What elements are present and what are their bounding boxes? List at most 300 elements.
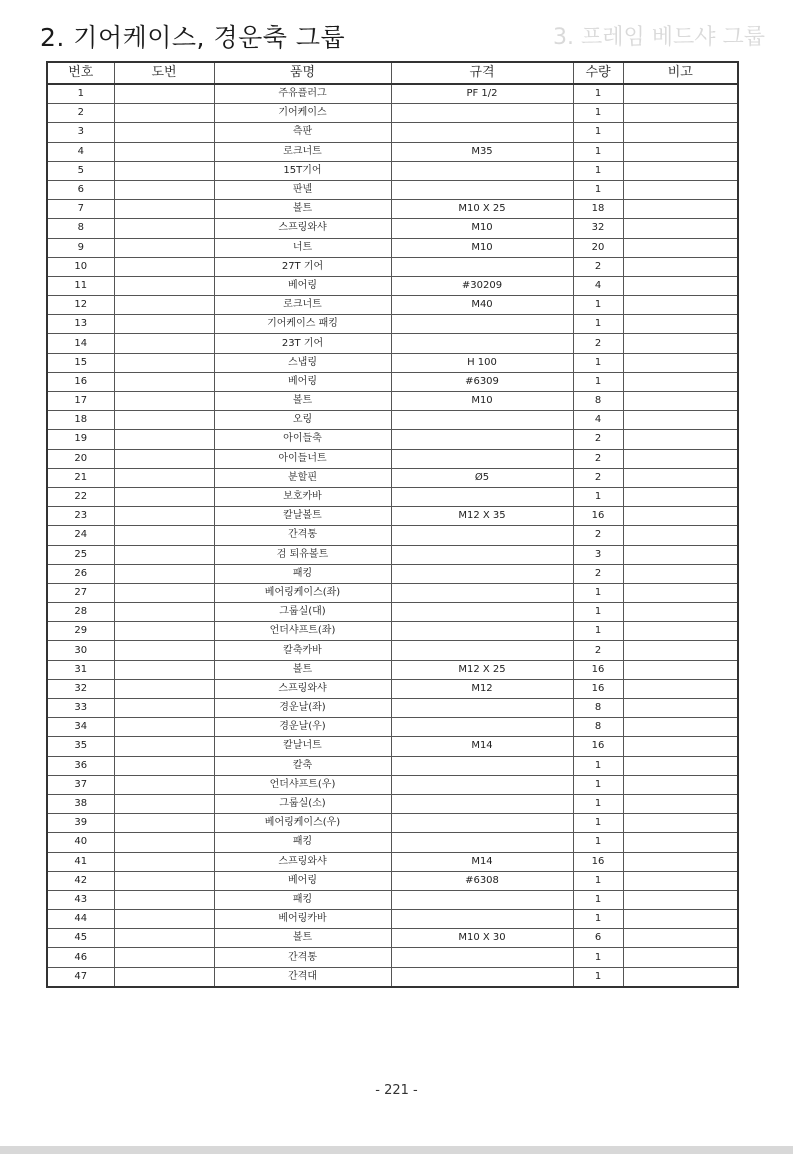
cell-drawing-number	[114, 219, 214, 238]
cell-part-name: 보호카바	[214, 487, 391, 506]
cell-quantity: 16	[573, 507, 623, 526]
cell-drawing-number	[114, 583, 214, 602]
table-row	[47, 392, 738, 411]
cell-quantity: 32	[573, 219, 623, 238]
cell-specification: M14	[391, 852, 573, 871]
table-row	[47, 852, 738, 871]
cell-number: 33	[47, 699, 114, 718]
table-row	[47, 507, 738, 526]
cell-quantity: 4	[573, 276, 623, 295]
cell-part-name: 그룹실(소)	[214, 794, 391, 813]
table-row	[47, 123, 738, 142]
table-row	[47, 564, 738, 583]
cell-drawing-number	[114, 315, 214, 334]
cell-drawing-number	[114, 276, 214, 295]
cell-drawing-number	[114, 545, 214, 564]
cell-drawing-number	[114, 200, 214, 219]
cell-remarks	[623, 526, 738, 545]
table-row	[47, 238, 738, 257]
table-row	[47, 296, 738, 315]
table-row	[47, 718, 738, 737]
cell-drawing-number	[114, 718, 214, 737]
cell-part-name: 볼트	[214, 200, 391, 219]
header-specification: 규격	[391, 62, 573, 84]
cell-part-name: 오링	[214, 411, 391, 430]
cell-specification	[391, 814, 573, 833]
cell-number: 9	[47, 238, 114, 257]
cell-drawing-number	[114, 257, 214, 276]
table-row	[47, 430, 738, 449]
cell-part-name: 너트	[214, 238, 391, 257]
table-row	[47, 890, 738, 909]
cell-quantity: 16	[573, 852, 623, 871]
parts-table	[46, 61, 739, 988]
cell-number: 22	[47, 487, 114, 506]
cell-specification	[391, 967, 573, 987]
cell-number: 44	[47, 910, 114, 929]
cell-specification	[391, 699, 573, 718]
cell-quantity: 8	[573, 699, 623, 718]
cell-drawing-number	[114, 967, 214, 987]
table-row	[47, 756, 738, 775]
cell-quantity: 6	[573, 929, 623, 948]
cell-drawing-number	[114, 411, 214, 430]
table-row	[47, 833, 738, 852]
table-row	[47, 84, 738, 104]
cell-drawing-number	[114, 353, 214, 372]
cell-number: 5	[47, 161, 114, 180]
cell-remarks	[623, 219, 738, 238]
cell-specification: #30209	[391, 276, 573, 295]
cell-drawing-number	[114, 507, 214, 526]
cell-specification	[391, 583, 573, 602]
cell-part-name: 패킹	[214, 890, 391, 909]
cell-part-name: 스프링와샤	[214, 852, 391, 871]
cell-remarks	[623, 564, 738, 583]
cell-drawing-number	[114, 814, 214, 833]
cell-drawing-number	[114, 852, 214, 871]
cell-specification: Ø5	[391, 468, 573, 487]
cell-remarks	[623, 507, 738, 526]
cell-specification: M10	[391, 392, 573, 411]
cell-part-name: 스프링와샤	[214, 679, 391, 698]
scan-bottom-edge	[0, 1146, 793, 1154]
cell-quantity: 1	[573, 487, 623, 506]
cell-part-name: 스프링와샤	[214, 219, 391, 238]
cell-part-name: 스냅링	[214, 353, 391, 372]
cell-specification	[391, 718, 573, 737]
cell-specification: M10	[391, 238, 573, 257]
table-row	[47, 449, 738, 468]
table-row	[47, 161, 738, 180]
cell-number: 19	[47, 430, 114, 449]
cell-drawing-number	[114, 737, 214, 756]
cell-specification	[391, 948, 573, 967]
cell-specification: M10 X 30	[391, 929, 573, 948]
cell-drawing-number	[114, 468, 214, 487]
cell-number: 34	[47, 718, 114, 737]
cell-number: 35	[47, 737, 114, 756]
cell-number: 38	[47, 794, 114, 813]
cell-number: 16	[47, 372, 114, 391]
cell-part-name: 주유플러그	[214, 84, 391, 104]
table-row	[47, 276, 738, 295]
cell-remarks	[623, 929, 738, 948]
table-row	[47, 641, 738, 660]
cell-quantity: 3	[573, 545, 623, 564]
cell-specification: PF 1/2	[391, 84, 573, 104]
table-row	[47, 910, 738, 929]
cell-quantity: 20	[573, 238, 623, 257]
cell-quantity: 1	[573, 948, 623, 967]
cell-specification	[391, 526, 573, 545]
cell-drawing-number	[114, 948, 214, 967]
cell-specification: M10 X 25	[391, 200, 573, 219]
cell-quantity: 18	[573, 200, 623, 219]
cell-number: 41	[47, 852, 114, 871]
cell-drawing-number	[114, 449, 214, 468]
cell-quantity: 2	[573, 257, 623, 276]
cell-part-name: 간격통	[214, 948, 391, 967]
table-header-row	[47, 62, 738, 84]
cell-specification	[391, 756, 573, 775]
table-row	[47, 929, 738, 948]
cell-specification: M10	[391, 219, 573, 238]
cell-specification	[391, 890, 573, 909]
cell-quantity: 2	[573, 430, 623, 449]
cell-drawing-number	[114, 756, 214, 775]
cell-specification: #6309	[391, 372, 573, 391]
cell-quantity: 16	[573, 737, 623, 756]
cell-part-name: 칼축	[214, 756, 391, 775]
cell-quantity: 2	[573, 449, 623, 468]
cell-part-name: 볼트	[214, 392, 391, 411]
table-row	[47, 737, 738, 756]
cell-remarks	[623, 910, 738, 929]
cell-quantity: 1	[573, 583, 623, 602]
cell-remarks	[623, 238, 738, 257]
cell-drawing-number	[114, 104, 214, 123]
cell-part-name: 분할핀	[214, 468, 391, 487]
table-row	[47, 545, 738, 564]
cell-quantity: 1	[573, 84, 623, 104]
cell-specification	[391, 123, 573, 142]
cell-drawing-number	[114, 238, 214, 257]
cell-remarks	[623, 353, 738, 372]
cell-remarks	[623, 775, 738, 794]
cell-number: 27	[47, 583, 114, 602]
cell-part-name: 기어케이스	[214, 104, 391, 123]
table-row	[47, 871, 738, 890]
cell-part-name: 패킹	[214, 833, 391, 852]
cell-drawing-number	[114, 641, 214, 660]
cell-remarks	[623, 871, 738, 890]
cell-specification	[391, 564, 573, 583]
cell-quantity: 8	[573, 392, 623, 411]
cell-part-name: 베어링카바	[214, 910, 391, 929]
cell-drawing-number	[114, 564, 214, 583]
cell-quantity: 1	[573, 890, 623, 909]
cell-part-name: 언더샤프트(좌)	[214, 622, 391, 641]
cell-remarks	[623, 123, 738, 142]
table-row	[47, 660, 738, 679]
cell-number: 20	[47, 449, 114, 468]
cell-number: 4	[47, 142, 114, 161]
cell-specification: M12 X 25	[391, 660, 573, 679]
cell-part-name: 아이들축	[214, 430, 391, 449]
cell-drawing-number	[114, 487, 214, 506]
table-row	[47, 794, 738, 813]
table-row	[47, 219, 738, 238]
cell-remarks	[623, 641, 738, 660]
cell-part-name: 그룹실(대)	[214, 603, 391, 622]
cell-specification	[391, 430, 573, 449]
cell-number: 14	[47, 334, 114, 353]
cell-part-name: 베어링케이스(우)	[214, 814, 391, 833]
cell-remarks	[623, 890, 738, 909]
cell-remarks	[623, 392, 738, 411]
cell-number: 17	[47, 392, 114, 411]
cell-remarks	[623, 718, 738, 737]
cell-drawing-number	[114, 871, 214, 890]
cell-part-name: 언더샤프트(우)	[214, 775, 391, 794]
cell-specification	[391, 545, 573, 564]
cell-specification: M40	[391, 296, 573, 315]
cell-part-name: 칼날볼트	[214, 507, 391, 526]
cell-remarks	[623, 487, 738, 506]
cell-drawing-number	[114, 833, 214, 852]
cell-quantity: 1	[573, 756, 623, 775]
cell-quantity: 1	[573, 180, 623, 199]
cell-drawing-number	[114, 334, 214, 353]
cell-part-name: 판넬	[214, 180, 391, 199]
cell-part-name: 아이들너트	[214, 449, 391, 468]
cell-remarks	[623, 756, 738, 775]
cell-drawing-number	[114, 775, 214, 794]
cell-number: 21	[47, 468, 114, 487]
cell-number: 15	[47, 353, 114, 372]
cell-drawing-number	[114, 296, 214, 315]
cell-part-name: 간격대	[214, 967, 391, 987]
cell-drawing-number	[114, 392, 214, 411]
cell-drawing-number	[114, 372, 214, 391]
table-row	[47, 583, 738, 602]
header-remarks: 비고	[623, 62, 738, 84]
table-row	[47, 104, 738, 123]
table-row	[47, 180, 738, 199]
cell-quantity: 1	[573, 161, 623, 180]
cell-quantity: 1	[573, 910, 623, 929]
cell-remarks	[623, 411, 738, 430]
cell-remarks	[623, 180, 738, 199]
cell-part-name: 볼트	[214, 660, 391, 679]
cell-number: 28	[47, 603, 114, 622]
table-row	[47, 948, 738, 967]
cell-specification	[391, 257, 573, 276]
cell-specification: M14	[391, 737, 573, 756]
table-row	[47, 315, 738, 334]
cell-part-name: 15T기어	[214, 161, 391, 180]
cell-remarks	[623, 794, 738, 813]
table-row	[47, 622, 738, 641]
cell-specification	[391, 180, 573, 199]
table-row	[47, 775, 738, 794]
header-drawing-number: 도번	[114, 62, 214, 84]
cell-number: 32	[47, 679, 114, 698]
cell-quantity: 4	[573, 411, 623, 430]
cell-drawing-number	[114, 84, 214, 104]
cell-part-name: 칼축카바	[214, 641, 391, 660]
cell-part-name: 패킹	[214, 564, 391, 583]
cell-part-name: 볼트	[214, 929, 391, 948]
table-row	[47, 334, 738, 353]
cell-remarks	[623, 622, 738, 641]
cell-specification: H 100	[391, 353, 573, 372]
cell-drawing-number	[114, 929, 214, 948]
cell-number: 42	[47, 871, 114, 890]
table-row	[47, 200, 738, 219]
cell-remarks	[623, 104, 738, 123]
cell-specification	[391, 449, 573, 468]
cell-part-name: 경운날(우)	[214, 718, 391, 737]
cell-remarks	[623, 296, 738, 315]
cell-quantity: 2	[573, 468, 623, 487]
cell-remarks	[623, 660, 738, 679]
cell-quantity: 16	[573, 660, 623, 679]
cell-specification: M12	[391, 679, 573, 698]
cell-drawing-number	[114, 142, 214, 161]
cell-remarks	[623, 372, 738, 391]
cell-remarks	[623, 315, 738, 334]
cell-part-name: 베어링	[214, 372, 391, 391]
cell-quantity: 1	[573, 775, 623, 794]
cell-number: 39	[47, 814, 114, 833]
table-row	[47, 487, 738, 506]
cell-specification	[391, 161, 573, 180]
cell-part-name: 검 퇴유볼트	[214, 545, 391, 564]
cell-quantity: 1	[573, 871, 623, 890]
cell-part-name: 로크너트	[214, 142, 391, 161]
cell-part-name: 베어링케이스(좌)	[214, 583, 391, 602]
table-row	[47, 411, 738, 430]
cell-quantity: 1	[573, 353, 623, 372]
cell-drawing-number	[114, 890, 214, 909]
cell-quantity: 2	[573, 526, 623, 545]
cell-remarks	[623, 737, 738, 756]
cell-part-name: 27T 기어	[214, 257, 391, 276]
page-number: - 221 -	[375, 1083, 418, 1098]
table-row	[47, 699, 738, 718]
cell-number: 31	[47, 660, 114, 679]
cell-specification: M35	[391, 142, 573, 161]
cell-number: 11	[47, 276, 114, 295]
table-row	[47, 353, 738, 372]
cell-number: 13	[47, 315, 114, 334]
cell-quantity: 1	[573, 315, 623, 334]
cell-number: 6	[47, 180, 114, 199]
cell-drawing-number	[114, 794, 214, 813]
cell-number: 8	[47, 219, 114, 238]
cell-specification	[391, 775, 573, 794]
cell-drawing-number	[114, 699, 214, 718]
cell-specification	[391, 411, 573, 430]
cell-number: 23	[47, 507, 114, 526]
bleed-through-title: 3. 프레임 베드샤 그룹	[553, 25, 765, 50]
cell-part-name: 경운날(좌)	[214, 699, 391, 718]
cell-number: 10	[47, 257, 114, 276]
cell-part-name: 베어링	[214, 871, 391, 890]
header-quantity: 수량	[573, 62, 623, 84]
cell-quantity: 8	[573, 718, 623, 737]
cell-number: 36	[47, 756, 114, 775]
cell-quantity: 1	[573, 833, 623, 852]
cell-specification	[391, 794, 573, 813]
cell-specification	[391, 910, 573, 929]
cell-number: 30	[47, 641, 114, 660]
cell-specification	[391, 104, 573, 123]
cell-remarks	[623, 84, 738, 104]
cell-number: 29	[47, 622, 114, 641]
table-row	[47, 468, 738, 487]
cell-remarks	[623, 852, 738, 871]
cell-specification	[391, 641, 573, 660]
cell-quantity: 1	[573, 296, 623, 315]
cell-quantity: 2	[573, 564, 623, 583]
cell-specification	[391, 315, 573, 334]
cell-quantity: 1	[573, 372, 623, 391]
cell-drawing-number	[114, 910, 214, 929]
cell-remarks	[623, 257, 738, 276]
cell-number: 18	[47, 411, 114, 430]
cell-remarks	[623, 276, 738, 295]
cell-quantity: 1	[573, 142, 623, 161]
table-row	[47, 372, 738, 391]
cell-quantity: 2	[573, 334, 623, 353]
cell-specification	[391, 603, 573, 622]
table-row	[47, 257, 738, 276]
cell-number: 12	[47, 296, 114, 315]
cell-drawing-number	[114, 430, 214, 449]
cell-number: 46	[47, 948, 114, 967]
cell-part-name: 간격통	[214, 526, 391, 545]
header-number: 번호	[47, 62, 114, 84]
cell-specification: M12 X 35	[391, 507, 573, 526]
cell-specification	[391, 833, 573, 852]
cell-part-name: 베어링	[214, 276, 391, 295]
cell-number: 1	[47, 84, 114, 104]
cell-part-name: 23T 기어	[214, 334, 391, 353]
cell-number: 45	[47, 929, 114, 948]
cell-quantity: 1	[573, 123, 623, 142]
cell-quantity: 1	[573, 104, 623, 123]
cell-number: 40	[47, 833, 114, 852]
cell-drawing-number	[114, 622, 214, 641]
cell-remarks	[623, 699, 738, 718]
cell-specification	[391, 622, 573, 641]
table-row	[47, 142, 738, 161]
cell-number: 3	[47, 123, 114, 142]
cell-number: 7	[47, 200, 114, 219]
cell-remarks	[623, 814, 738, 833]
cell-remarks	[623, 142, 738, 161]
cell-part-name: 로크너트	[214, 296, 391, 315]
cell-number: 2	[47, 104, 114, 123]
cell-remarks	[623, 583, 738, 602]
cell-drawing-number	[114, 123, 214, 142]
cell-remarks	[623, 603, 738, 622]
table-row	[47, 679, 738, 698]
cell-quantity: 1	[573, 622, 623, 641]
